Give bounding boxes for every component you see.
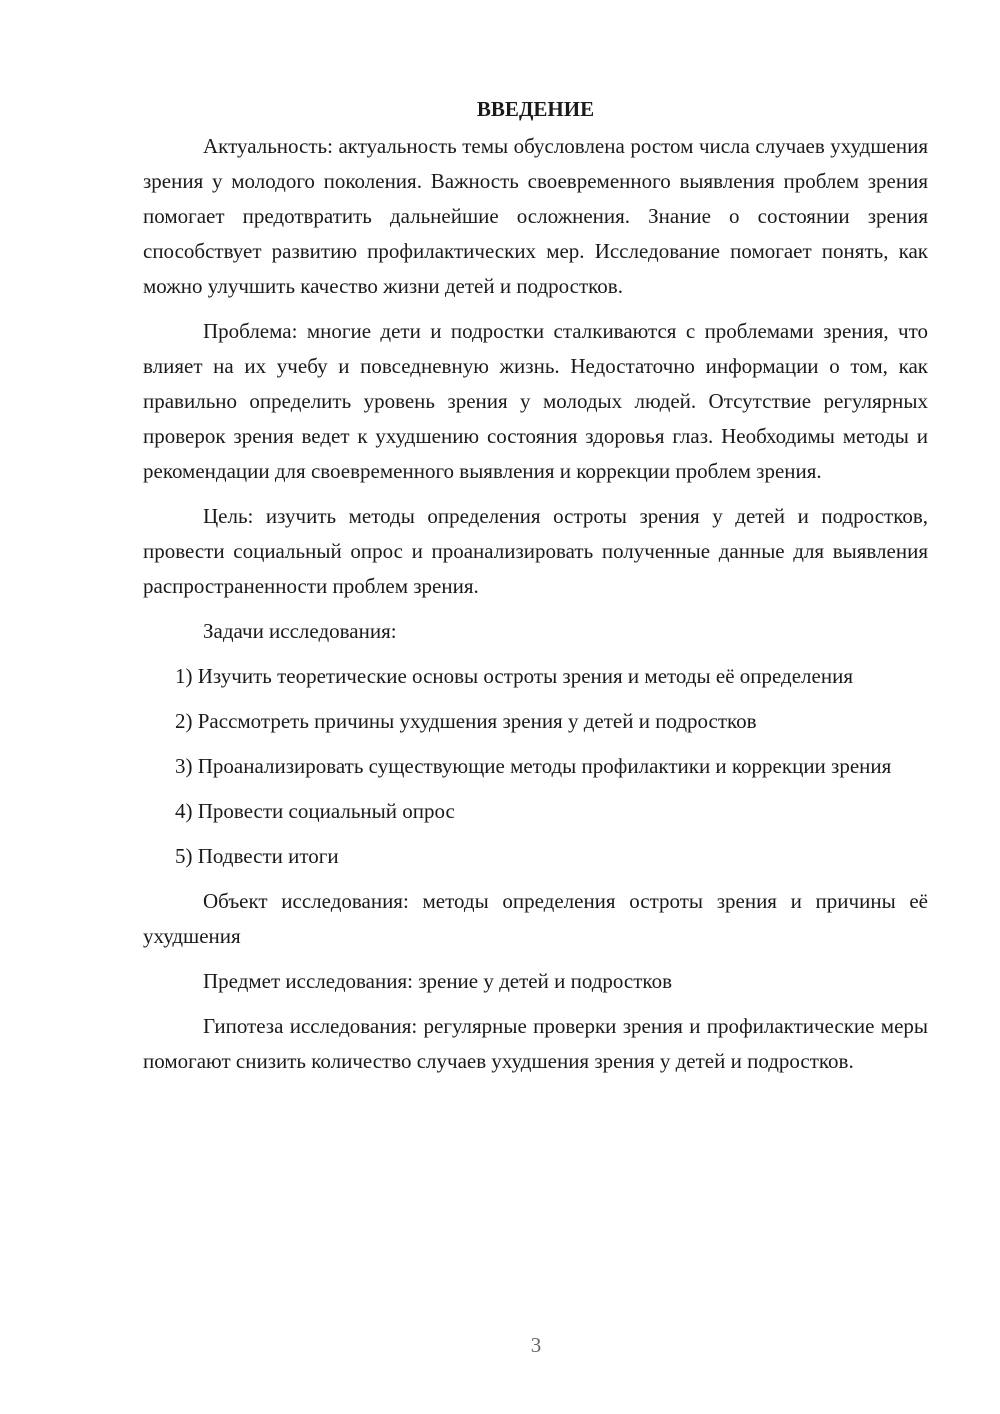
object-paragraph: Объект исследования: методы определения остроты зрения и причины её ухудшения xyxy=(143,889,928,948)
hypothesis-paragraph: Гипотеза исследования: регулярные проверки зрения и профилактические меры помогают снизить количество случаев ухудшения зрения у детей и подростков. xyxy=(143,1014,928,1073)
document-page xyxy=(143,92,928,1089)
goal-paragraph: Цель: изучить методы определения остроты зрения у детей и подростков, провести социальный опрос и проанализировать полученные данные для выявления распространенности проблем зрения. xyxy=(143,504,928,598)
task-item-5: 5) Подвести итоги xyxy=(175,844,339,868)
subject-paragraph: Предмет исследования: зрение у детей и подростков xyxy=(203,969,672,993)
task-item-3: 3) Проанализировать существующие методы профилактики и коррекции зрения xyxy=(175,754,892,778)
tasks-heading: Задачи исследования: xyxy=(203,619,397,643)
page-number: 3 xyxy=(530,1333,542,1357)
task-item-2: 2) Рассмотреть причины ухудшения зрения у детей и подростков xyxy=(175,709,757,733)
task-item-1: 1) Изучить теоретические основы остроты зрения и методы её определения xyxy=(175,664,853,688)
page-title: ВВЕДЕНИЕ xyxy=(476,97,595,121)
relevance-paragraph: Актуальность: актуальность темы обусловлена ростом числа случаев ухудшения зрения у молодого поколения. Важность своевременного выявления проблем зрения помогает предотвратить дальнейшие осложнения. Знание о состоянии зрения способствует развитию профилактических мер. Исследование помогает понять, как можно улучшить качество жизни детей и подростков. xyxy=(143,134,928,298)
task-item-4: 4) Провести социальный опрос xyxy=(175,799,455,823)
problem-paragraph: Проблема: многие дети и подростки сталкиваются с проблемами зрения, что влияет на их учебу и повседневную жизнь. Недостаточно информации о том, как правильно определить уровень зрения у молодых людей. Отсутствие регулярных проверок зрения ведет к ухудшению состояния здоровья глаз. Необходимы методы и рекомендации для своевременного выявления и коррекции проблем зрения. xyxy=(143,319,928,483)
